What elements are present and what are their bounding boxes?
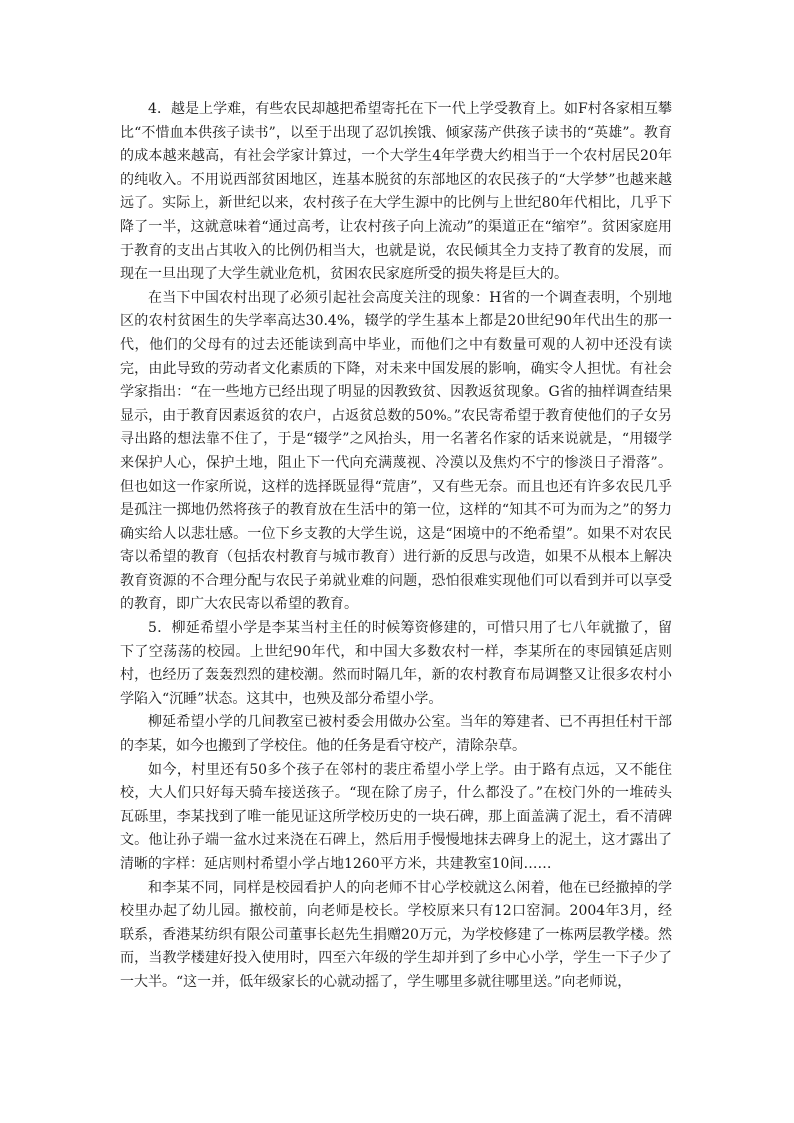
document-page xyxy=(120,98,672,995)
paragraph-dropout-phenomenon: 在当下中国农村出现了必须引起社会高度关注的现象：H省的一个调查表明，个别地区的农村贫困生的失学率高达30.4%，辍学的学生基本上都是20世纪90年代出生的那一代，他们的父母有的过去还能读到高中毕业，而他们之中有数量可观的人初中还没有读完，由此导致的劳动者文化素质的下降，对未来中国发展的影响，确实令人担忧。有社会学家指出：“在一些地方已经出现了明显的因教致贫、因教返贫现象。G省的抽样调查结果显示，由于教育因素返贫的农户，占返贫总数的50%。”农民寄希望于教育使他们的子女另寻出路的想法靠不住了，于是“辍学”之风抬头，用一名著名作家的话来说就是，“用辍学来保护人心，保护土地，阻止下一代向充满蔑视、冷漠以及焦灼不宁的惨淡日子滑落”。但也如这一作家所说，这样的选择既显得“荒唐”，又有些无奈。而且也还有许多农民几乎是孤注一掷地仍然将孩子的教育放在生活中的第一位，这样的“知其不可为而为之”的努力确实给人以悲壮感。一位下乡支教的大学生说，这是“困境中的不绝希望”。如果不对农民寄以希望的教育（包括农村教育与城市教育）进行新的反思与改造，如果不从根本上解决教育资源的不合理分配与农民子弟就业难的问题，恐怕很难实现他们可以看到并可以享受的教育，即广大农民寄以希望的教育。 xyxy=(120,289,672,613)
paragraph-teacher-xiang: 和李某不同，同样是校园看护人的向老师不甘心学校就这么闲着，他在已经撤掉的学校里办起了幼儿园。撤校前，向老师是校长。学校原来只有12口窑洞。2004年3月，经联系，香港某纺织有限公司董事长赵先生捐赠20万元，为学校修建了一栋两层教学楼。然而，当教学楼建好投入使用时，四至六年级的学生却并到了乡中心小学，学生一下子少了一大半。“这一并，低年级家长的心就动摇了，学生哪里多就往哪里送。”向老师说， xyxy=(120,879,672,990)
paragraph-classrooms-office: 柳延希望小学的几间教室已被村委会用做办公室。当年的筹建者、已不再担任村干部的李某，如今也搬到了学校住。他的任务是看守校产，清除杂草。 xyxy=(120,714,672,755)
paragraph-4-education-hope: 4．越是上学难，有些农民却越把希望寄托在下一代上学受教育上。如F村各家相互攀比“不惜血本供孩子读书”，以至于出现了忍饥挨饿、倾家荡产供孩子读书的“英雄”。教育的成本越来越高，有社会学家计算过，一个大学生4年学费大约相当于一个农村居民20年的纯收入。不用说西部贫困地区，连基本脱贫的东部地区的农民孩子的“大学梦”也越来越远了。实际上，新世纪以来，农村孩子在大学生源中的比例与上世纪80年代相比，几乎下降了一半，这就意味着“通过高考，让农村孩子向上流动”的渠道正在“缩窄”。贫困家庭用于教育的支出占其收入的比例仍相当大，也就是说，农民倾其全力支持了教育的发展，而现在一旦出现了大学生就业危机，贫困农民家庭所受的损失将是巨大的。 xyxy=(120,101,672,283)
paragraph-5-liuyan-school: 5．柳延希望小学是李某当村主任的时候筹资修建的，可惜只用了七八年就撤了，留下了空荡荡的校园。上世纪90年代，和中国大多数农村一样，李某所在的枣园镇延店则村，也经历了轰轰烈烈的建校潮。然而时隔几年，新的农村教育布局调整又让很多农村小学陷入“沉睡”状态。这其中，也殃及部分希望小学。 xyxy=(120,620,672,707)
paragraph-stone-tablet: 如今，村里还有50多个孩子在邻村的裴庄希望小学上学。由于路有点远，又不能住校，大人们只好每天骑车接送孩子。“现在除了房子，什么都没了。”在校门外的一堆砖头瓦砾里，李某找到了唯一能见证这所学校历史的一块石碑，那上面盖满了泥土，看不清碑文。他让孙子端一盆水过来浇在石碑上，然后用手慢慢地抹去碑身上的泥土，这才露出了清晰的字样：延店则村希望小学占地1260平方米，共建教室10间…… xyxy=(120,761,672,872)
